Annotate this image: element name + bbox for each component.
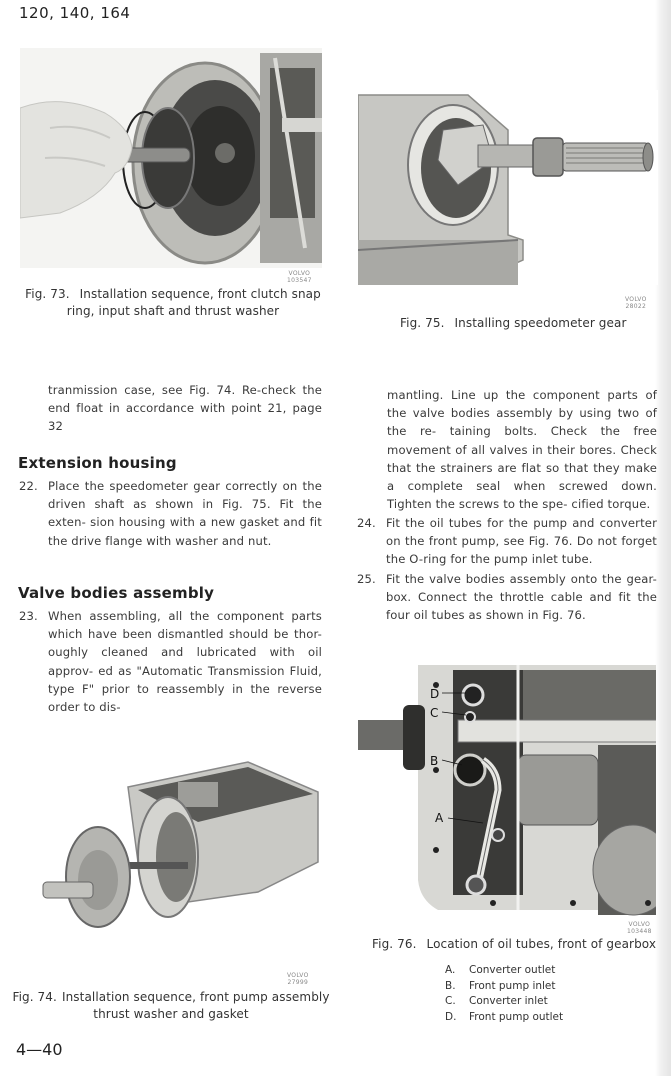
- section-heading-valve-bodies-assembly: Valve bodies assembly: [18, 584, 215, 602]
- legend-key: B.: [445, 979, 456, 992]
- item-number: 25.: [357, 572, 376, 586]
- list-item-23: [19, 607, 322, 715]
- ref-brand: VOLVO: [628, 921, 651, 928]
- ref-brand: VOLVO: [625, 296, 647, 303]
- figure-75-photo: [358, 90, 658, 285]
- legend-label: Front pump inlet: [469, 979, 556, 992]
- legend-key: C.: [445, 995, 456, 1007]
- figure-76-illustration: [358, 665, 656, 918]
- caption-line-2: ring, input shaft and thrust washer: [66, 304, 280, 318]
- item-text: Fit the valve bodies assembly onto the gear- box. Connect the throttle cable and fit the four oil tubes as shown in Fig. 76.: [386, 572, 657, 623]
- ref-brand: VOLVO: [288, 270, 311, 277]
- item-text: Place the speedometer gear correctly on the driven shaft as shown in Fig. 75. Fit the exten- sion housing with a new gasket and fit the drive flange with washer and nut.: [48, 479, 322, 548]
- list-item-25: [357, 570, 657, 626]
- caption-line-1: Installation sequence, front clutch snap: [79, 287, 321, 301]
- right-continuation-text: mantling. Line up the component parts of the valve bodies assembly by using two of the re- taining bolts. Check the free movement of all valves in their bores. Check that the strainers are flat so that they make a complete seal when screwed down. Tighten the screws to the spe- cified torque.: [387, 388, 657, 512]
- legend-item-d: [445, 1010, 563, 1026]
- ref-code: 28022: [625, 303, 647, 310]
- ref-code: 103448: [627, 928, 652, 935]
- item-number: 23.: [19, 609, 38, 623]
- figure-73-illustration: [20, 48, 322, 268]
- legend-item-c: [445, 994, 563, 1010]
- figure-75-caption: [400, 315, 630, 332]
- page-header-models: 120, 140, 164: [19, 4, 131, 22]
- legend-key: A.: [445, 964, 456, 976]
- legend-label: Front pump outlet: [469, 1010, 564, 1023]
- page-number: 4—40: [16, 1040, 63, 1059]
- callout-d: D: [430, 687, 440, 701]
- figure-number: Fig. 73.: [25, 287, 70, 301]
- legend-item-b: [445, 979, 563, 995]
- legend-label: Converter inlet: [469, 995, 548, 1007]
- figure-number: Fig. 76.: [372, 937, 417, 951]
- list-item-24: [357, 514, 657, 570]
- ref-code: 103547: [287, 277, 312, 284]
- figure-74-caption: [12, 989, 330, 1023]
- left-continuation-text: tranmission case, see Fig. 74. Re-check the end float in accordance with point 21, page 32: [48, 383, 322, 434]
- figure-73-photo: [20, 48, 322, 268]
- figure-76-legend: [445, 963, 563, 1025]
- legend-label: Converter outlet: [469, 964, 556, 976]
- figure-75-reference: [625, 296, 647, 310]
- figure-76-caption: [372, 936, 662, 953]
- figure-number: Fig. 74.: [12, 990, 57, 1004]
- figure-76-reference: [627, 921, 652, 935]
- ref-brand: VOLVO: [287, 972, 309, 979]
- figure-74-illustration: [18, 752, 320, 964]
- figure-74-reference: [287, 972, 309, 986]
- legend-item-a: [445, 963, 563, 979]
- figure-74-photo: [18, 752, 320, 964]
- item-text: When assembling, all the component parts which have been dismantled should be thor- oughly cleaned and lubricated with oil approv- ed as "Automatic Transmission Fluid, type F" prior to reassembly in the reverse order to dis-: [48, 609, 322, 715]
- item-number: 22.: [19, 479, 38, 493]
- figure-76-photo: [358, 665, 656, 918]
- callout-a: A: [435, 811, 444, 825]
- item-number: 24.: [357, 516, 376, 530]
- item-text: Fit the oil tubes for the pump and converter on the front pump, see Fig. 76. Do not forget the O-ring for the pump inlet tube.: [386, 516, 657, 567]
- caption-line-1: Installing speedometer gear: [454, 316, 627, 330]
- caption-line-2: thrust washer and gasket: [93, 1007, 249, 1021]
- callout-c: C: [430, 706, 439, 720]
- figure-75-illustration: [358, 90, 658, 285]
- legend-key: D.: [445, 1010, 457, 1023]
- caption-line-1: Installation sequence, front pump assembly: [61, 990, 330, 1004]
- ref-code: 27999: [287, 979, 309, 986]
- figure-73-reference: [287, 270, 312, 284]
- figure-number: Fig. 75.: [400, 316, 445, 330]
- list-item-22: [19, 477, 322, 552]
- callout-b: B: [430, 754, 439, 768]
- section-heading-extension-housing: Extension housing: [18, 454, 177, 472]
- caption-line-1: Location of oil tubes, front of gearbox: [426, 937, 657, 951]
- figure-73-caption: [18, 286, 328, 320]
